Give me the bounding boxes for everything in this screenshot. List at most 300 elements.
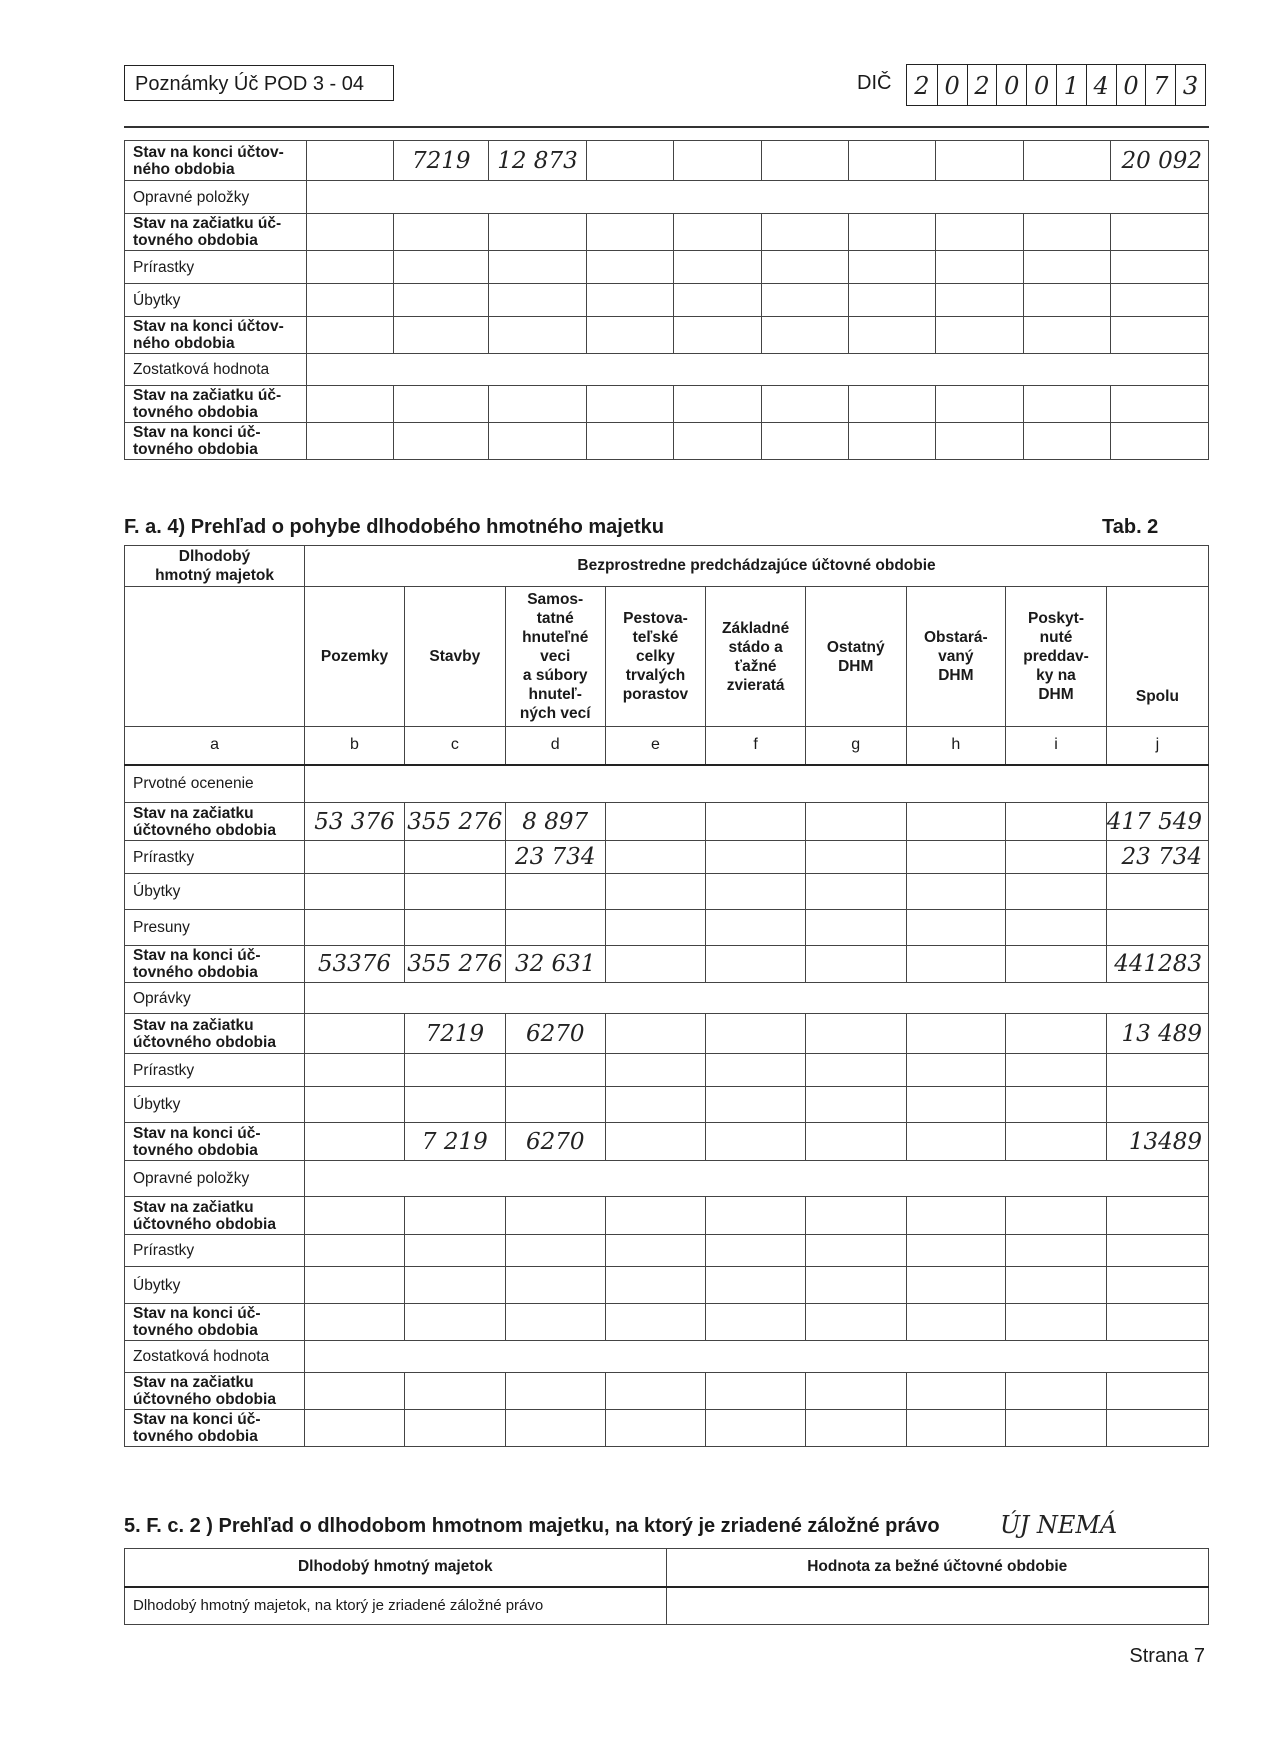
- value-cell[interactable]: 32 631: [505, 946, 605, 983]
- row-label: Opravné položky: [125, 1161, 305, 1197]
- value-cell[interactable]: [674, 317, 761, 354]
- table-row: [125, 1373, 1209, 1410]
- pledged-assets-table: [124, 1548, 1209, 1625]
- value-cell[interactable]: [805, 1197, 906, 1235]
- value-cell[interactable]: [849, 141, 936, 181]
- value-cell[interactable]: [805, 1054, 906, 1087]
- row-label: Stav na konci úč- tovného obdobia: [125, 946, 305, 983]
- row-label: Stav na začiatku účtovného obdobia: [125, 803, 305, 841]
- value-cell[interactable]: [1006, 803, 1107, 841]
- table-row: [125, 803, 1209, 841]
- value-cell[interactable]: [674, 251, 761, 284]
- value-cell[interactable]: [761, 317, 848, 354]
- value-cell[interactable]: [906, 1087, 1006, 1123]
- value-cell[interactable]: [394, 317, 489, 354]
- value-cell[interactable]: [761, 423, 848, 460]
- value-cell[interactable]: [605, 874, 706, 910]
- value-cell[interactable]: [1023, 386, 1110, 423]
- col-letter: f: [706, 727, 806, 765]
- value-cell[interactable]: [1006, 1087, 1107, 1123]
- value-cell[interactable]: [505, 1197, 605, 1235]
- value-cell[interactable]: [706, 874, 806, 910]
- value-cell[interactable]: [761, 386, 848, 423]
- value-cell[interactable]: [1023, 284, 1110, 317]
- value-cell[interactable]: [404, 1197, 505, 1235]
- value-cell[interactable]: [849, 214, 936, 251]
- value-cell[interactable]: [505, 874, 605, 910]
- value-cell[interactable]: [906, 874, 1006, 910]
- value-cell[interactable]: [706, 1123, 806, 1161]
- value-cell[interactable]: 13 489: [1106, 1014, 1208, 1054]
- col-head: Poskyt- nuté preddav- ky na DHM: [1006, 587, 1107, 727]
- value-cell[interactable]: [1106, 1267, 1208, 1304]
- col-letter: c: [404, 727, 505, 765]
- value-cell[interactable]: [906, 1373, 1006, 1410]
- value-cell[interactable]: [605, 910, 706, 946]
- value-cell[interactable]: [605, 841, 706, 874]
- tab-label: Tab. 2: [1102, 516, 1159, 538]
- row-label: Stav na začiatku účtovného obdobia: [125, 1373, 305, 1410]
- col-head-empty: [125, 587, 305, 727]
- table-row: [125, 423, 1209, 460]
- value-cell[interactable]: [1006, 1410, 1107, 1447]
- value-cell[interactable]: [605, 1373, 706, 1410]
- pledged-row-value: [666, 1587, 1209, 1625]
- col-letter: h: [906, 727, 1006, 765]
- value-cell[interactable]: [1023, 423, 1110, 460]
- value-cell[interactable]: 6270: [505, 1123, 605, 1161]
- value-cell[interactable]: [1106, 1410, 1208, 1447]
- row-label: Úbytky: [125, 1267, 305, 1304]
- header-rule: [124, 126, 1209, 128]
- value-cell[interactable]: [489, 214, 587, 251]
- value-cell[interactable]: [505, 910, 605, 946]
- value-cell[interactable]: [1006, 1197, 1107, 1235]
- value-cell[interactable]: [305, 1087, 405, 1123]
- dic-digit: 0: [1116, 65, 1146, 105]
- value-cell[interactable]: [706, 1235, 806, 1267]
- value-cell[interactable]: [1006, 946, 1107, 983]
- value-cell[interactable]: [489, 251, 587, 284]
- dic-digit: 0: [937, 65, 967, 105]
- table-row: [125, 1410, 1209, 1447]
- row-label: Prírastky: [125, 1235, 305, 1267]
- value-cell[interactable]: [404, 1235, 505, 1267]
- value-cell[interactable]: [805, 1267, 906, 1304]
- value-cell[interactable]: [906, 1267, 1006, 1304]
- value-cell[interactable]: [906, 841, 1006, 874]
- value-cell[interactable]: 7 219: [404, 1123, 505, 1161]
- value-cell[interactable]: [1006, 910, 1107, 946]
- value-cell[interactable]: [505, 1267, 605, 1304]
- handwritten-note: ÚJ NEMÁ: [1000, 1511, 1118, 1539]
- value-cell[interactable]: [706, 1087, 806, 1123]
- value-cell[interactable]: [605, 1304, 706, 1341]
- value-cell[interactable]: 20 092: [1111, 141, 1209, 181]
- col-letter: i: [1006, 727, 1107, 765]
- value-cell[interactable]: 23 734: [1106, 841, 1208, 874]
- value-cell[interactable]: [605, 1054, 706, 1087]
- value-cell[interactable]: [305, 1373, 405, 1410]
- value-cell[interactable]: [404, 1410, 505, 1447]
- value-cell[interactable]: [305, 1410, 405, 1447]
- row-label: Stav na konci úč- tovného obdobia: [125, 423, 307, 460]
- dhm-movement-table: [124, 545, 1209, 1447]
- value-cell[interactable]: [805, 803, 906, 841]
- value-cell[interactable]: [505, 1087, 605, 1123]
- value-cell[interactable]: [505, 1410, 605, 1447]
- value-cell[interactable]: 7219: [404, 1014, 505, 1054]
- value-cell[interactable]: [1111, 423, 1209, 460]
- dic-digit: 7: [1145, 65, 1175, 105]
- value-cell[interactable]: [605, 1197, 706, 1235]
- value-cell[interactable]: [404, 841, 505, 874]
- value-cell[interactable]: [906, 1054, 1006, 1087]
- value-cell[interactable]: [394, 386, 489, 423]
- value-cell[interactable]: [1106, 1373, 1208, 1410]
- value-cell[interactable]: [849, 251, 936, 284]
- value-cell[interactable]: [706, 841, 806, 874]
- value-cell[interactable]: [805, 1304, 906, 1341]
- value-cell[interactable]: [1106, 874, 1208, 910]
- value-cell[interactable]: [305, 910, 405, 946]
- value-cell[interactable]: [849, 423, 936, 460]
- row-label: Stav na začiatku účtovného obdobia: [125, 1197, 305, 1235]
- row-label: Prírastky: [125, 1054, 305, 1087]
- value-cell[interactable]: [1106, 1087, 1208, 1123]
- value-cell[interactable]: [674, 214, 761, 251]
- row-label: Stav na začiatku úč- tovného obdobia: [125, 386, 307, 423]
- value-cell[interactable]: [936, 141, 1023, 181]
- table-row: [125, 765, 1209, 803]
- row-label: Stav na začiatku úč- tovného obdobia: [125, 214, 307, 251]
- value-cell[interactable]: [906, 946, 1006, 983]
- value-cell[interactable]: 13489: [1106, 1123, 1208, 1161]
- table-row: [125, 1054, 1209, 1087]
- value-cell[interactable]: [586, 423, 673, 460]
- value-cell[interactable]: [404, 1373, 505, 1410]
- value-cell[interactable]: [761, 284, 848, 317]
- section-fc2-title: 5. F. c. 2 ) Prehľad o dlhodobom hmotnom majetku, na ktorý je zriadené záložné právo: [124, 1515, 940, 1537]
- value-cell[interactable]: [1023, 251, 1110, 284]
- col-head: Základné stádo a ťažné zvieratá: [706, 587, 806, 727]
- table-row: [125, 946, 1209, 983]
- value-cell[interactable]: [305, 1235, 405, 1267]
- value-cell[interactable]: [404, 1087, 505, 1123]
- value-cell[interactable]: [306, 423, 393, 460]
- table-row: [125, 386, 1209, 423]
- dic-digit: 0: [996, 65, 1026, 105]
- table-row: [125, 1267, 1209, 1304]
- value-cell[interactable]: [674, 141, 761, 181]
- value-cell[interactable]: [305, 874, 405, 910]
- value-cell[interactable]: [1106, 1054, 1208, 1087]
- value-cell[interactable]: [1006, 1304, 1107, 1341]
- table-row: [125, 1304, 1209, 1341]
- form-title: Poznámky Úč POD 3 - 04: [124, 65, 394, 101]
- dic-digit: 2: [914, 72, 930, 100]
- value-cell[interactable]: [936, 251, 1023, 284]
- value-cell[interactable]: [605, 1410, 706, 1447]
- row-label: Opravné položky: [125, 181, 307, 214]
- value-cell[interactable]: [605, 946, 706, 983]
- value-cell[interactable]: [1006, 1014, 1107, 1054]
- value-cell[interactable]: 441283: [1106, 946, 1208, 983]
- table-row: [125, 1341, 1209, 1373]
- section-subheader-cell: [306, 354, 1208, 386]
- table-row: [125, 983, 1209, 1014]
- value-cell[interactable]: [906, 1123, 1006, 1161]
- value-cell[interactable]: [586, 284, 673, 317]
- value-cell[interactable]: [305, 1054, 405, 1087]
- value-cell[interactable]: [306, 251, 393, 284]
- table-row: [125, 141, 1209, 181]
- value-cell[interactable]: [306, 214, 393, 251]
- value-cell[interactable]: [586, 141, 673, 181]
- value-cell[interactable]: [586, 251, 673, 284]
- value-cell[interactable]: [306, 317, 393, 354]
- value-cell[interactable]: [706, 1267, 806, 1304]
- value-cell[interactable]: [805, 1087, 906, 1123]
- value-cell[interactable]: [394, 214, 489, 251]
- value-cell[interactable]: [1111, 214, 1209, 251]
- value-cell[interactable]: [586, 386, 673, 423]
- col-head: Samos- tatné hnuteľné veci a súbory hnuteľ- ných vecí: [505, 587, 605, 727]
- value-cell[interactable]: [489, 386, 587, 423]
- value-cell[interactable]: [586, 317, 673, 354]
- page-number: Strana 7: [1129, 1645, 1205, 1667]
- table-row: [125, 181, 1209, 214]
- value-cell[interactable]: [906, 1014, 1006, 1054]
- value-cell[interactable]: [404, 874, 505, 910]
- value-cell[interactable]: [936, 317, 1023, 354]
- row-label: Oprávky: [125, 983, 305, 1014]
- value-cell[interactable]: [805, 841, 906, 874]
- table-row: [125, 284, 1209, 317]
- table-row: [125, 874, 1209, 910]
- value-cell[interactable]: [605, 1123, 706, 1161]
- value-cell[interactable]: [1006, 1054, 1107, 1087]
- row-label: Prírastky: [125, 251, 307, 284]
- value-cell[interactable]: [306, 284, 393, 317]
- value-cell[interactable]: [305, 1014, 405, 1054]
- value-cell[interactable]: 355 276: [404, 803, 505, 841]
- row-label: Stav na konci úč- tovného obdobia: [125, 1304, 305, 1341]
- value-cell[interactable]: [1106, 1304, 1208, 1341]
- section-subheader-cell: [305, 1161, 1209, 1197]
- dic-digit: 3: [1175, 65, 1205, 105]
- value-cell[interactable]: [1111, 317, 1209, 354]
- value-cell[interactable]: [706, 1373, 806, 1410]
- value-cell[interactable]: [805, 874, 906, 910]
- col-letter: e: [605, 727, 706, 765]
- table-row: [125, 1197, 1209, 1235]
- value-cell[interactable]: [505, 1373, 605, 1410]
- col-letter: d: [505, 727, 605, 765]
- value-cell[interactable]: [706, 803, 806, 841]
- value-cell[interactable]: [305, 841, 405, 874]
- value-cell[interactable]: [1006, 1235, 1107, 1267]
- value-cell[interactable]: [1006, 1373, 1107, 1410]
- value-cell[interactable]: [761, 214, 848, 251]
- col-letter: j: [1106, 727, 1208, 765]
- section-subheader-cell: [305, 983, 1209, 1014]
- value-cell[interactable]: 417 549: [1106, 803, 1208, 841]
- value-cell[interactable]: [489, 317, 587, 354]
- value-cell[interactable]: [936, 214, 1023, 251]
- value-cell[interactable]: [906, 1197, 1006, 1235]
- value-cell[interactable]: 12 873: [489, 141, 587, 181]
- value-cell[interactable]: [1111, 386, 1209, 423]
- value-cell[interactable]: [404, 1054, 505, 1087]
- pledged-row-label: Dlhodobý hmotný majetok, na ktorý je zriadené záložné právo: [125, 1587, 667, 1625]
- value-cell[interactable]: 53376: [305, 946, 405, 983]
- value-cell[interactable]: [805, 946, 906, 983]
- value-cell[interactable]: [706, 1054, 806, 1087]
- value-cell[interactable]: [674, 423, 761, 460]
- value-cell[interactable]: [305, 1304, 405, 1341]
- dic-digit: 0: [1026, 65, 1056, 105]
- table-row: [125, 1123, 1209, 1161]
- value-cell[interactable]: [404, 910, 505, 946]
- col-head: Pozemky: [305, 587, 405, 727]
- value-cell[interactable]: [805, 1373, 906, 1410]
- dic-digit: 2: [967, 65, 997, 105]
- value-cell[interactable]: [305, 1267, 405, 1304]
- value-cell[interactable]: [906, 803, 1006, 841]
- value-cell[interactable]: [1023, 317, 1110, 354]
- value-cell[interactable]: [489, 284, 587, 317]
- value-cell[interactable]: 7219: [394, 141, 489, 181]
- value-cell[interactable]: [706, 1410, 806, 1447]
- value-cell[interactable]: [1006, 841, 1107, 874]
- value-cell[interactable]: [1106, 1197, 1208, 1235]
- value-cell[interactable]: [605, 803, 706, 841]
- value-cell[interactable]: [394, 284, 489, 317]
- value-cell[interactable]: 6270: [505, 1014, 605, 1054]
- value-cell[interactable]: [1006, 1123, 1107, 1161]
- row-label: Prvotné ocenenie: [125, 765, 305, 803]
- value-cell[interactable]: [849, 284, 936, 317]
- value-cell[interactable]: 355 276: [404, 946, 505, 983]
- value-cell[interactable]: [706, 1304, 806, 1341]
- table-row: [125, 1161, 1209, 1197]
- value-cell[interactable]: [936, 284, 1023, 317]
- table-row: [125, 214, 1209, 251]
- value-cell[interactable]: [805, 1014, 906, 1054]
- value-cell[interactable]: [805, 1123, 906, 1161]
- value-cell[interactable]: [404, 1267, 505, 1304]
- value-cell[interactable]: [605, 1235, 706, 1267]
- value-cell[interactable]: [505, 1235, 605, 1267]
- dic-digit: 1: [1056, 65, 1086, 105]
- value-cell[interactable]: [1106, 910, 1208, 946]
- value-cell[interactable]: [605, 1087, 706, 1123]
- value-cell[interactable]: [674, 284, 761, 317]
- value-cell[interactable]: [906, 1410, 1006, 1447]
- value-cell[interactable]: [1106, 1235, 1208, 1267]
- row-label: Stav na konci úč- tovného obdobia: [125, 1123, 305, 1161]
- value-cell[interactable]: [1111, 284, 1209, 317]
- value-cell[interactable]: [489, 423, 587, 460]
- value-cell[interactable]: [936, 423, 1023, 460]
- section-fa4-title: F. a. 4) Prehľad o pohybe dlhodobého hmotného majetku: [124, 516, 664, 538]
- table-row: [125, 317, 1209, 354]
- value-cell[interactable]: [906, 1304, 1006, 1341]
- value-cell[interactable]: [305, 1123, 405, 1161]
- value-cell[interactable]: [1111, 251, 1209, 284]
- value-cell[interactable]: [849, 317, 936, 354]
- value-cell[interactable]: [404, 1304, 505, 1341]
- pledged-head-right: Hodnota za bežné účtovné obdobie: [666, 1549, 1209, 1587]
- value-cell[interactable]: [1006, 1267, 1107, 1304]
- value-cell[interactable]: [706, 946, 806, 983]
- value-cell[interactable]: [605, 1267, 706, 1304]
- value-cell[interactable]: 23 734: [505, 841, 605, 874]
- col-head: Obstará- vaný DHM: [906, 587, 1006, 727]
- value-cell[interactable]: [906, 1235, 1006, 1267]
- value-cell[interactable]: [505, 1054, 605, 1087]
- value-cell[interactable]: [305, 1197, 405, 1235]
- value-cell[interactable]: [1023, 214, 1110, 251]
- row-label: Úbytky: [125, 874, 305, 910]
- col-letter: a: [125, 727, 305, 765]
- value-cell[interactable]: [586, 214, 673, 251]
- value-cell[interactable]: 8 897: [505, 803, 605, 841]
- value-cell[interactable]: [805, 910, 906, 946]
- value-cell[interactable]: [706, 1014, 806, 1054]
- value-cell[interactable]: [706, 1197, 806, 1235]
- value-cell[interactable]: [505, 1304, 605, 1341]
- col-letter: g: [805, 727, 906, 765]
- row-label: Presuny: [125, 910, 305, 946]
- table-row: [125, 251, 1209, 284]
- value-cell[interactable]: [1023, 141, 1110, 181]
- value-cell[interactable]: [849, 386, 936, 423]
- row-label: Prírastky: [125, 841, 305, 874]
- value-cell[interactable]: [394, 423, 489, 460]
- value-cell[interactable]: 53 376: [305, 803, 405, 841]
- row-label: Zostatková hodnota: [125, 354, 307, 386]
- value-cell[interactable]: [761, 251, 848, 284]
- value-cell[interactable]: [306, 386, 393, 423]
- top-table: [124, 140, 1209, 460]
- col-head: Spolu: [1106, 587, 1208, 727]
- value-cell[interactable]: [306, 141, 393, 181]
- section-subheader-cell: [305, 765, 1209, 803]
- col-letter: b: [305, 727, 405, 765]
- section-subheader-cell: [306, 181, 1208, 214]
- value-cell[interactable]: [805, 1410, 906, 1447]
- value-cell[interactable]: [1006, 874, 1107, 910]
- table-row: [125, 354, 1209, 386]
- value-cell[interactable]: [936, 386, 1023, 423]
- col-head: Ostatný DHM: [805, 587, 906, 727]
- col-head-asset: Dlhodobý hmotný majetok: [125, 546, 305, 587]
- value-cell[interactable]: [805, 1235, 906, 1267]
- value-cell[interactable]: [394, 251, 489, 284]
- col-head-period: Bezprostredne predchádzajúce účtovné obdobie: [305, 546, 1209, 587]
- col-head: Stavby: [404, 587, 505, 727]
- value-cell[interactable]: [906, 910, 1006, 946]
- value-cell[interactable]: [674, 386, 761, 423]
- value-cell[interactable]: [761, 141, 848, 181]
- value-cell[interactable]: [706, 910, 806, 946]
- table-row: [125, 841, 1209, 874]
- table-row: [125, 910, 1209, 946]
- row-label: Úbytky: [125, 1087, 305, 1123]
- value-cell[interactable]: [605, 1014, 706, 1054]
